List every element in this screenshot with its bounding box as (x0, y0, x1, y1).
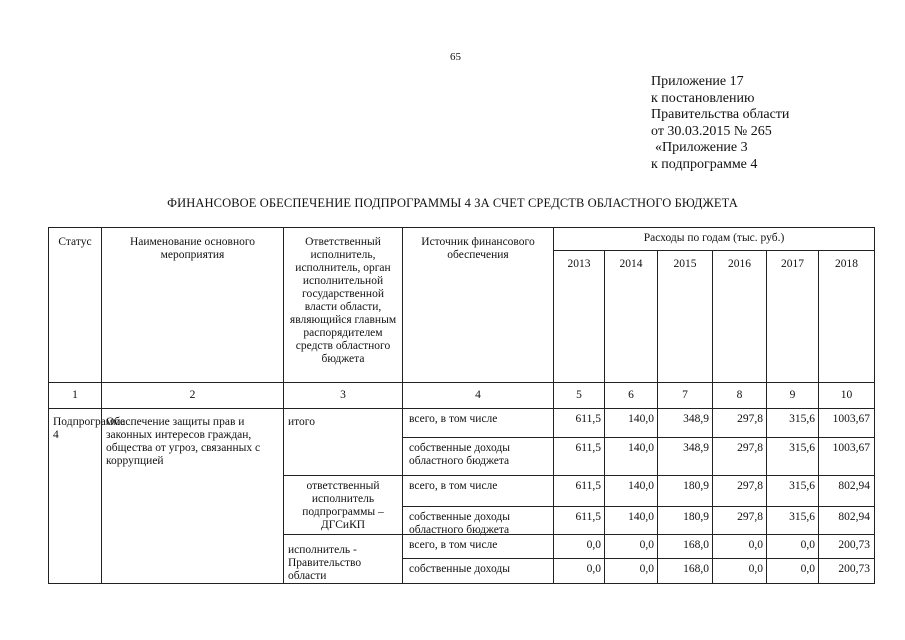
col-number-1: 1 (48, 382, 102, 409)
source-cell: собственные доходы областного бюджета (402, 437, 554, 476)
value-cell: 168,0 (657, 558, 713, 584)
value-cell: 802,94 (818, 506, 875, 535)
header-responsible: Ответственный исполнитель, исполнитель, орган исполнительной государственной власти области, являющийся главным распорядителем средств областного бюджета (283, 227, 403, 383)
source-cell: всего, в том числе (402, 408, 554, 438)
header-year-2016: 2016 (712, 250, 767, 383)
header-measure-name: Наименование основного мероприятия (101, 227, 284, 383)
executor-cell-responsible: ответственный исполнитель подпрограммы – ДГСиКП (283, 475, 403, 535)
header-year-2018: 2018 (818, 250, 875, 383)
col-number-10: 10 (818, 382, 875, 409)
col-number-7: 7 (657, 382, 713, 409)
col-number-8: 8 (712, 382, 767, 409)
value-cell: 315,6 (766, 437, 819, 476)
value-cell: 140,0 (604, 408, 658, 438)
value-cell: 0,0 (553, 558, 605, 584)
value-cell: 315,6 (766, 475, 819, 507)
document-title: ФИНАНСОВОЕ ОБЕСПЕЧЕНИЕ ПОДПРОГРАММЫ 4 ЗА СЧЕТ СРЕДСТВ ОБЛАСТНОГО БЮДЖЕТА (167, 196, 738, 210)
header-source: Источник финансового обеспечения (402, 227, 554, 383)
appendix-block (651, 74, 789, 173)
value-cell: 168,0 (657, 534, 713, 559)
value-cell: 297,8 (712, 408, 767, 438)
value-cell: 297,8 (712, 506, 767, 535)
col-number-5: 5 (553, 382, 605, 409)
value-cell: 140,0 (604, 475, 658, 507)
header-year-2013: 2013 (553, 250, 605, 383)
col-number-4: 4 (402, 382, 554, 409)
value-cell: 0,0 (712, 558, 767, 584)
page-number: 65 (450, 51, 461, 63)
col-number-3: 3 (283, 382, 403, 409)
source-cell: всего, в том числе (402, 534, 554, 559)
source-cell: собственные доходы областного бюджета (402, 506, 554, 535)
value-cell: 180,9 (657, 506, 713, 535)
col-number-9: 9 (766, 382, 819, 409)
value-cell: 315,6 (766, 506, 819, 535)
value-cell: 0,0 (766, 558, 819, 584)
value-cell: 140,0 (604, 437, 658, 476)
header-expenses: Расходы по годам (тыс. руб.) (553, 227, 875, 251)
value-cell: 611,5 (553, 408, 605, 438)
value-cell: 140,0 (604, 506, 658, 535)
col-number-2: 2 (101, 382, 284, 409)
appendix-line-1: Приложение 17 (651, 74, 744, 89)
value-cell: 348,9 (657, 408, 713, 438)
value-cell: 200,73 (818, 534, 875, 559)
source-cell: всего, в том числе (402, 475, 554, 507)
header-status: Статус (48, 227, 102, 383)
value-cell: 200,73 (818, 558, 875, 584)
value-cell: 0,0 (712, 534, 767, 559)
executor-cell-total: итого (283, 408, 403, 476)
value-cell: 0,0 (766, 534, 819, 559)
value-cell: 1003,67 (818, 437, 875, 476)
value-cell: 611,5 (553, 475, 605, 507)
value-cell: 1003,67 (818, 408, 875, 438)
header-year-2017: 2017 (766, 250, 819, 383)
value-cell: 297,8 (712, 475, 767, 507)
value-cell: 0,0 (553, 534, 605, 559)
value-cell: 611,5 (553, 506, 605, 535)
value-cell: 0,0 (604, 534, 658, 559)
col-number-6: 6 (604, 382, 658, 409)
appendix-line-2: к постановлению (651, 90, 755, 106)
value-cell: 0,0 (604, 558, 658, 584)
value-cell: 348,9 (657, 437, 713, 476)
header-year-2014: 2014 (604, 250, 658, 383)
value-cell: 180,9 (657, 475, 713, 507)
source-cell: собственные доходы (402, 558, 554, 584)
value-cell: 297,8 (712, 437, 767, 476)
appendix-line-4: от 30.03.2015 № 265 (651, 123, 772, 139)
value-cell: 611,5 (553, 437, 605, 476)
value-cell: 315,6 (766, 408, 819, 438)
executor-cell-government: исполнитель - Правительство области (283, 534, 403, 584)
header-year-2015: 2015 (657, 250, 713, 383)
appendix-line-5: «Приложение 3 (655, 140, 748, 155)
financing-table (48, 227, 875, 584)
status-cell: Подпрограмма 4 (48, 408, 102, 584)
appendix-line-3: Правительства области (651, 107, 790, 122)
measure-name-cell: Обеспечение защиты прав и законных интересов граждан, общества от угроз, связанных с коррупцией (101, 408, 284, 584)
value-cell: 802,94 (818, 475, 875, 507)
appendix-line-6: к подпрограмме 4 (651, 156, 758, 172)
